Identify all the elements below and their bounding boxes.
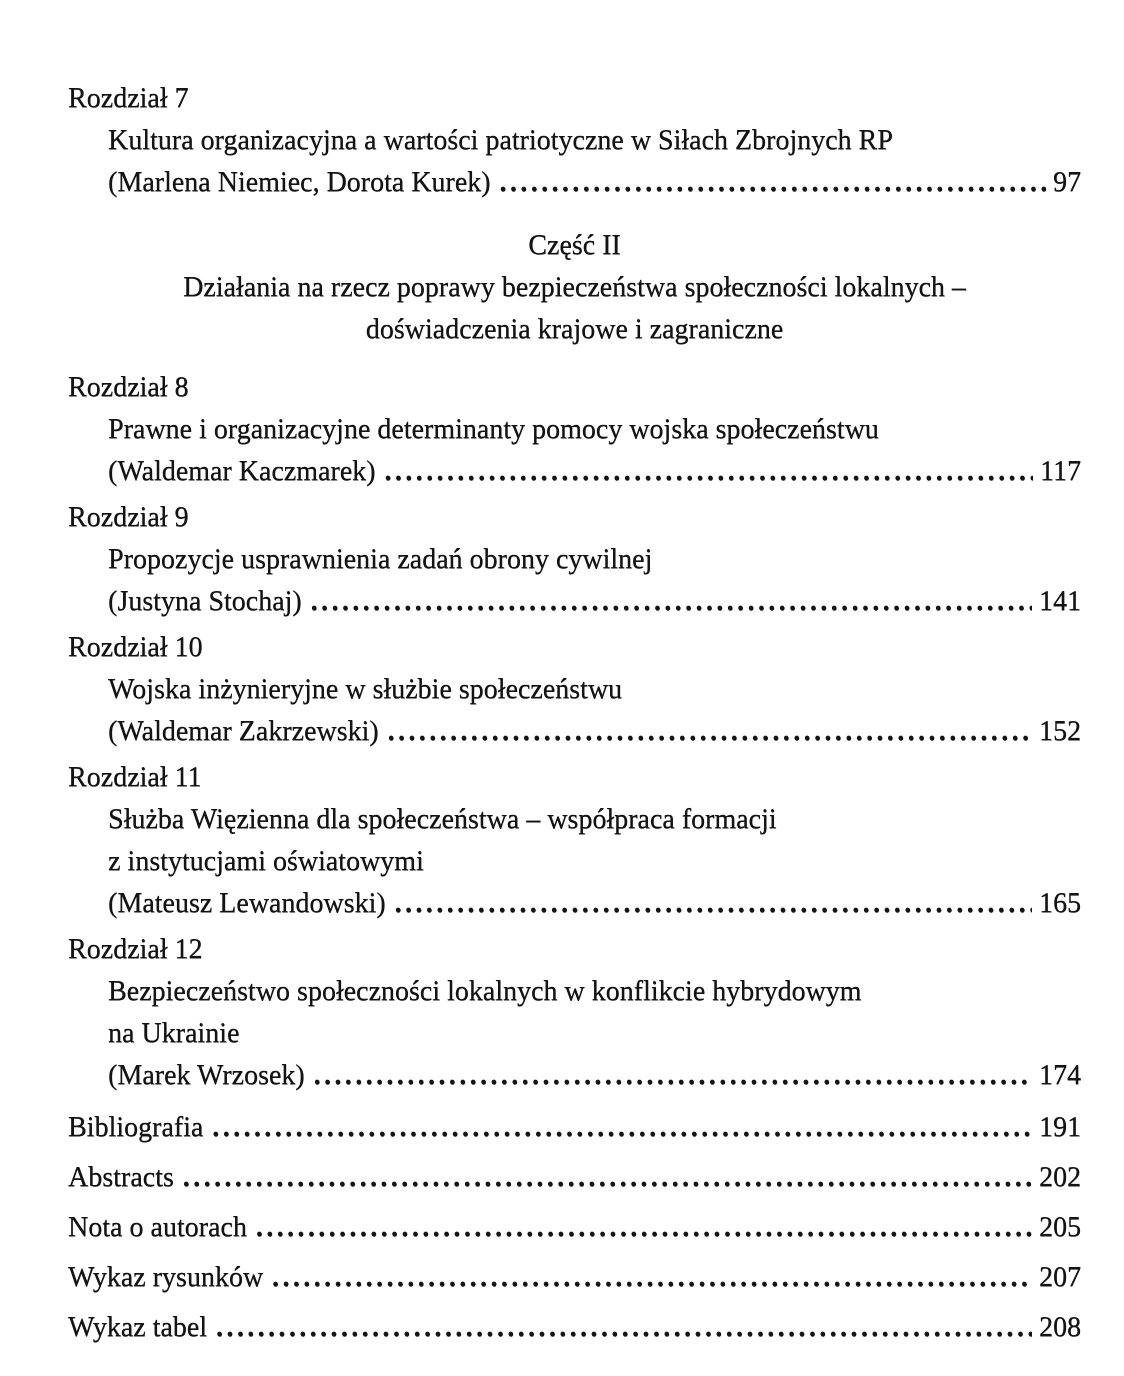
back-matter-entry	[68, 1253, 1081, 1303]
dot-leader	[395, 883, 1032, 925]
back-matter-label: Bibliografia	[68, 1112, 204, 1143]
chapter-entry-line	[68, 162, 1081, 204]
part-subtitle-line: Działania na rzecz poprawy bezpieczeństwa społeczności lokalnych –	[183, 272, 966, 303]
page-number: 205	[1039, 1212, 1081, 1243]
chapter-title: z instytucjami oświatowymi	[108, 846, 424, 877]
chapter-heading: Rozdział 8	[68, 372, 189, 403]
toc-chapter-12	[68, 929, 1081, 1097]
part-section-heading	[68, 225, 1081, 351]
chapter-heading: Rozdział 10	[68, 632, 203, 663]
dot-leader	[256, 1203, 1032, 1253]
chapter-entry-line	[68, 581, 1081, 623]
back-matter-label: Wykaz tabel	[68, 1312, 208, 1343]
back-matter-entry	[68, 1153, 1081, 1203]
chapter-entry-line	[68, 451, 1081, 493]
chapter-authors: (Justyna Stochaj)	[108, 586, 302, 617]
back-matter-entry	[68, 1203, 1081, 1253]
chapter-heading: Rozdział 12	[68, 934, 203, 965]
chapter-authors: (Marlena Niemiec, Dorota Kurek)	[108, 167, 491, 198]
page-number: 191	[1039, 1112, 1081, 1143]
back-matter-entry	[68, 1303, 1081, 1353]
toc-chapter-10	[68, 627, 1081, 753]
page-number: 207	[1039, 1262, 1081, 1293]
back-matter-section	[68, 1103, 1081, 1353]
page-number: 117	[1040, 456, 1081, 487]
chapter-heading: Rozdział 7	[68, 83, 189, 114]
page-number: 165	[1039, 888, 1081, 919]
chapter-title: Prawne i organizacyjne determinanty pomocy wojska społeczeństwu	[108, 414, 879, 445]
chapter-title: Kultura organizacyjna a wartości patriotyczne w Siłach Zbrojnych RP	[108, 125, 893, 156]
page-number: 174	[1039, 1060, 1081, 1091]
toc-chapter-9	[68, 497, 1081, 623]
dot-leader	[212, 1103, 1032, 1153]
chapter-entry-line	[68, 711, 1081, 753]
chapter-entry-line	[68, 1055, 1081, 1097]
page-number: 202	[1039, 1162, 1081, 1193]
dot-leader	[311, 581, 1032, 623]
back-matter-entry	[68, 1103, 1081, 1153]
chapter-heading: Rozdział 9	[68, 502, 189, 533]
page-number: 141	[1039, 586, 1081, 617]
part-label: Część II	[528, 230, 621, 261]
chapter-authors: (Waldemar Zakrzewski)	[108, 716, 379, 747]
page-number: 152	[1039, 716, 1081, 747]
chapter-authors: (Waldemar Kaczmarek)	[108, 456, 376, 487]
back-matter-label: Wykaz rysunków	[68, 1262, 264, 1293]
dot-leader	[500, 162, 1047, 204]
dot-leader	[384, 451, 1033, 493]
dot-leader	[314, 1055, 1032, 1097]
page-number: 208	[1039, 1312, 1081, 1343]
toc-chapter-8	[68, 367, 1081, 493]
chapter-title: Służba Więzienna dla społeczeństwa – współpraca formacji	[108, 804, 777, 835]
chapter-heading: Rozdział 11	[68, 762, 202, 793]
toc-chapter-7	[68, 78, 1081, 204]
chapter-entry-line	[68, 883, 1081, 925]
chapter-title: Bezpieczeństwo społeczności lokalnych w konflikcie hybrydowym	[108, 976, 862, 1007]
back-matter-label: Abstracts	[68, 1162, 174, 1193]
dot-leader	[388, 711, 1032, 753]
chapter-title: Propozycje usprawnienia zadań obrony cywilnej	[108, 544, 653, 575]
chapter-title: Wojska inżynieryjne w służbie społeczeństwu	[108, 674, 623, 705]
dot-leader	[183, 1153, 1032, 1203]
chapter-authors: (Mateusz Lewandowski)	[108, 888, 386, 919]
back-matter-label: Nota o autorach	[68, 1212, 247, 1243]
chapter-authors: (Marek Wrzosek)	[108, 1060, 305, 1091]
dot-leader	[272, 1253, 1032, 1303]
dot-leader	[216, 1303, 1032, 1353]
chapter-title: na Ukrainie	[108, 1018, 240, 1049]
page-number: 97	[1053, 167, 1081, 198]
toc-chapter-11	[68, 757, 1081, 925]
part-subtitle-line: doświadczenia krajowe i zagraniczne	[365, 314, 784, 345]
